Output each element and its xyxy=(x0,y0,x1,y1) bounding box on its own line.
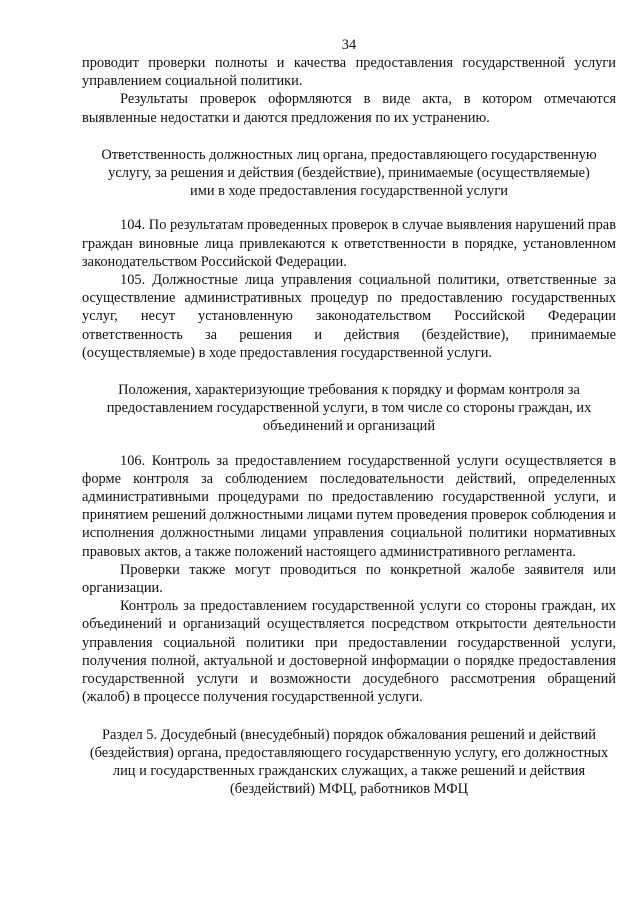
paragraph-complaint-inspections: Проверки также могут проводиться по конкретной жалобе заявителя или организации. xyxy=(82,561,616,597)
paragraph-106: 106. Контроль за предоставлением государственной услуги осуществляется в форме контроля за соблюдением последовательности действий, определенных административными процедурами по предоставлению государственной услуги, и принятием решений должностными лицами путем проведения проверок соблюдения и исполнения должностными лицами управления социальной политики нормативных правовых актов, а также положений настоящего административного регламента. xyxy=(82,452,616,560)
heading-control-requirements: Положения, характеризующие требования к порядку и формам контроля за предоставлением государственной услуги, в том числе со стороны граждан, их объединений и организаций xyxy=(106,382,592,435)
heading-official-responsibility: Ответственность должностных лиц органа, предоставляющего государственную услугу, за решения и действия (бездействие), принимаемые (осуществляемые) ими в ходе предоставления государственной услуги xyxy=(101,146,597,200)
page-number: 34 xyxy=(341,37,357,53)
heading-section-5: Раздел 5. Досудебный (внесудебный) порядок обжалования решений и действий (бездействия) органа, предоставляющего государственную услугу, его должностных лиц и государственных гражданских служащих, а также решений и действия (бездействий) МФЦ, работников МФЦ xyxy=(89,726,609,798)
paragraph-inspection-continuation: проводит проверки полноты и качества предоставления государственной услуги управлением социальной политики. xyxy=(82,55,616,90)
document-page xyxy=(82,36,616,798)
paragraph-citizen-control: Контроль за предоставлением государственной услуги со стороны граждан, их объединений и организаций осуществляется посредством открытости деятельности управления социальной политики при предоставлении государственной услуги, получения полной, актуальной и достоверной информации о порядке предоставления государственной услуги и возможности досудебного рассмотрения обращений (жалоб) в процессе получения государственной услуги. xyxy=(82,598,616,706)
paragraph-104: 104. По результатам проведенных проверок в случае выявления нарушений прав граждан виновные лица привлекаются к ответственности в порядке, установленном законодательством Российской Федерации. xyxy=(82,217,616,270)
paragraph-inspection-results: Результаты проверок оформляются в виде акта, в котором отмечаются выявленные недостатки и даются предложения по их устранению. xyxy=(82,91,616,126)
paragraph-105: 105. Должностные лица управления социальной политики, ответственные за осуществление административных процедур по предоставлению государственных услуг, несут установленную законодательством Российской Федерации ответственность за решения и действия (бездействие), принимаемые (осуществляемые) в ходе предоставления государственной услуги. xyxy=(82,272,616,361)
